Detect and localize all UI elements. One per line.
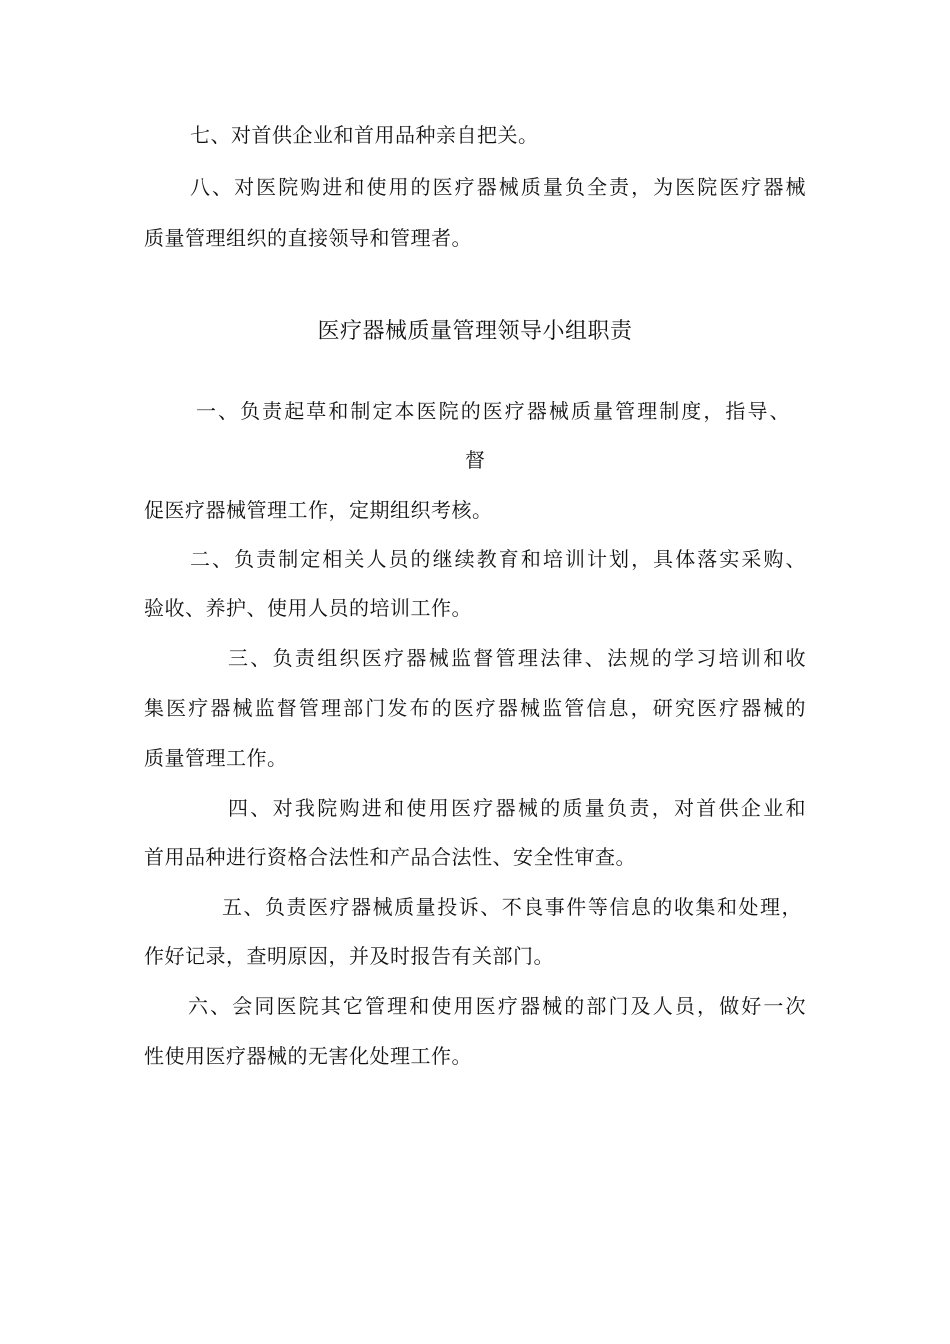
item-8-line-2: 质量管理组织的直接领导和管理者。 [144,226,472,250]
duty-6-line-1: 六、会同医院其它管理和使用医疗器械的部门及人员，做好一次 [188,994,806,1018]
duty-3-line-1: 三、负责组织医疗器械监督管理法律、法规的学习培训和收 [228,646,806,670]
duty-1-line-2: 督 [465,448,485,472]
duty-5-line-2: 作好记录，查明原因，并及时报告有关部门。 [144,944,554,968]
duty-3-line-3: 质量管理工作。 [144,746,288,770]
duty-2-line-2: 验收、养护、使用人员的培训工作。 [144,596,472,620]
duty-5-line-1: 五、负责医疗器械质量投诉、不良事件等信息的收集和处理， [222,895,802,919]
duty-2-line-1: 二、负责制定相关人员的继续教育和培训计划，具体落实采购、 [190,547,806,571]
duty-6-line-2: 性使用医疗器械的无害化处理工作。 [144,1044,472,1068]
duty-1-line-1: 一、负责起草和制定本医院的医疗器械质量管理制度，指导、 [196,399,790,423]
section-title: 医疗器械质量管理领导小组职责 [317,319,633,344]
duty-4-line-2: 首用品种进行资格合法性和产品合法性、安全性审查。 [144,845,636,869]
duty-3-line-2: 集医疗器械监督管理部门发布的医疗器械监管信息，研究医疗器械的 [144,696,806,720]
item-7: 七、对首供企业和首用品种亲自把关。 [190,123,539,147]
item-8-line-1: 八、对医院购进和使用的医疗器械质量负全责，为医院医疗器械 [190,175,806,199]
duty-4-line-1: 四、对我院购进和使用医疗器械的质量负责，对首供企业和 [228,796,806,820]
duty-1-line-3: 促医疗器械管理工作，定期组织考核。 [144,498,493,522]
